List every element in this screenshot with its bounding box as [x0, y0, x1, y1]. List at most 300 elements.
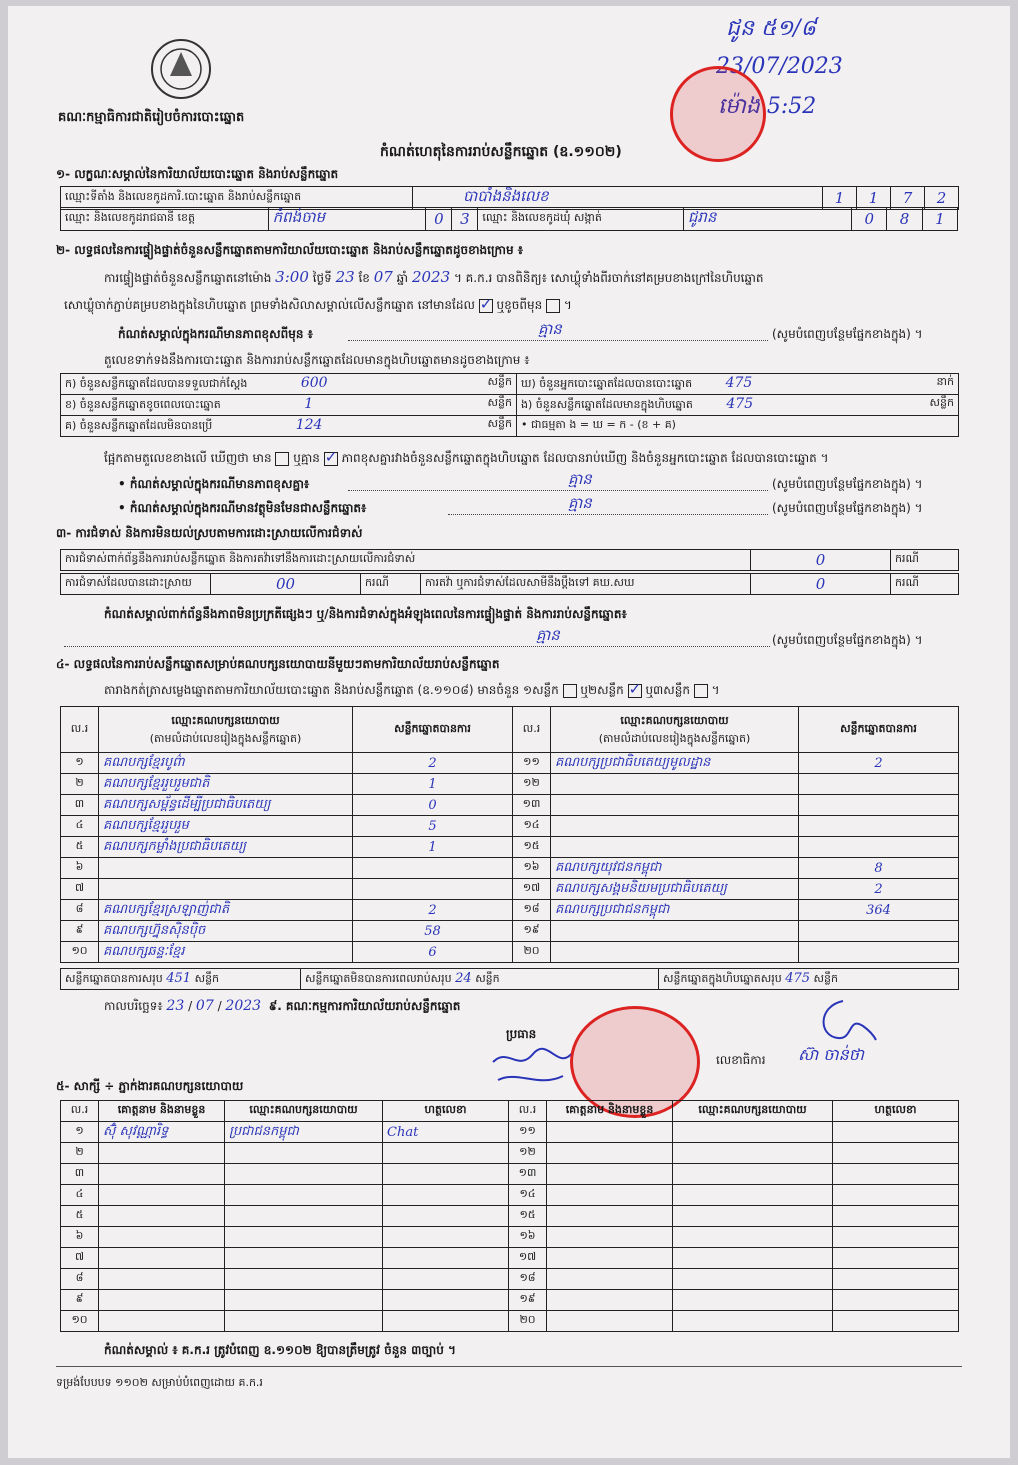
appeal-count: 0 [751, 574, 891, 595]
col-name: គោត្តនាម និងនាមខ្លួន [547, 1101, 673, 1122]
totals-row [60, 968, 959, 990]
party-name [99, 879, 353, 900]
text: សោឃ្លុំចាក់ភ្ជាប់គម្របខាងក្នុងនៃហិបឆ្នោត ព្រមទាំងសិលាសម្គាល់លើសន្លឹកឆ្នោត នៅមានដែល [64, 298, 475, 312]
code-digit: 1 [823, 187, 857, 210]
text: ឬ២សន្លឹក [580, 683, 624, 697]
form-code: ទម្រង់បែបបទ ១១០២ សម្រាប់បំពេញដោយ គ.ក.រ [56, 1376, 263, 1389]
witness-no: ៦ [61, 1227, 99, 1248]
unit: នាក់ [936, 375, 954, 388]
appeal-label: ការតវ៉ា ឬការជំទាស់ដែលសាមីនឹងប្តឹងទៅ គឃ.សឃ [421, 574, 751, 595]
witness-name [547, 1122, 673, 1143]
party-name [551, 774, 799, 795]
commune-code-digit: 1 [922, 208, 957, 231]
witness-name [547, 1311, 673, 1332]
party-no: ២០ [513, 942, 551, 963]
text: កាលបរិច្ឆេទ៖ [104, 999, 163, 1013]
witness-name [547, 1143, 673, 1164]
col-party [99, 707, 353, 753]
code-digit: 2 [925, 187, 959, 210]
complaints-table-row2 [60, 573, 959, 595]
text: ឈ្មោះគណបក្សនយោបាយ [620, 713, 729, 727]
table-row [61, 1143, 959, 1164]
signing-date: កាលបរិច្ឆេទ៖ 23 / 07 / 2023 ៩. គណៈកម្មការការិយាល័យរាប់សន្លឹកឆ្នោត [104, 998, 461, 1014]
witness-no: ៣ [61, 1164, 99, 1185]
col-signature: ហត្ថលេខា [383, 1101, 509, 1122]
witness-party [673, 1227, 833, 1248]
witness-name: ស៊ុំ សុវណ្ណារិទ្ធ [99, 1122, 225, 1143]
section1-heading: ១- លក្ខណៈសម្គាល់នៃការិយាល័យបោះឆ្នោត និងរាប់សន្លឹកឆ្នោត [56, 167, 339, 181]
irregularity-note: កំណត់សម្គាល់ពាក់ព័ន្ធនឹងភាពមិនប្រក្រតីផ្សេងៗ ឬ/និងការជំទាស់ក្នុងអំឡុងពេលនៃការផ្ទៀងផ្ទាត់ និងការរាប់សន្លឹកឆ្នោត៖ [104, 607, 627, 621]
witness-no: ១៨ [509, 1269, 547, 1290]
party-votes: 8 [799, 858, 959, 879]
party-name: គណបក្សខ្មែររួបរួម [99, 816, 353, 837]
witness-no: ១៧ [509, 1248, 547, 1269]
count-cell [517, 395, 959, 416]
table-row [61, 816, 959, 837]
witness-signature[interactable] [833, 1206, 959, 1227]
ballot-count-table [60, 373, 959, 437]
witness-party [673, 1164, 833, 1185]
commune-label: ឈ្មោះ និងលេខកូដឃុំ សង្កាត់ [478, 208, 684, 231]
text: សន្លឹកឆ្នោតមិនបានការពេលរាប់សរុប [305, 971, 452, 985]
province-code-digit: 3 [452, 208, 478, 231]
nec-emblem-icon [148, 36, 214, 102]
unit: ករណី [891, 574, 959, 595]
witness-signature[interactable] [833, 1269, 959, 1290]
party-votes: 1 [353, 774, 513, 795]
party-votes [799, 837, 959, 858]
text: តារាងកត់ត្រាសម្លេងឆ្នោតតាមការិយាល័យបោះឆ្នោត និងរាប់សន្លឹកឆ្នោត (ឧ.១១០៨) មានចំនួន ១សន្លឹក [104, 683, 559, 697]
count-cell [517, 374, 959, 395]
table-row [61, 1290, 959, 1311]
party-name [551, 921, 799, 942]
text: ខែ [358, 271, 370, 285]
witness-signature[interactable]: Chat [383, 1122, 509, 1143]
count-value: 600 [300, 375, 328, 391]
party-votes: 364 [799, 900, 959, 921]
bullet-difference-value: គ្មាន [568, 470, 592, 488]
total-invalid-value: 24 [455, 970, 472, 986]
text: ឆ្នាំ [396, 271, 409, 285]
witness-no: ១៩ [509, 1290, 547, 1311]
party-no: ១ [61, 753, 99, 774]
witness-name [547, 1269, 673, 1290]
verify-month: 07 [373, 268, 393, 286]
party-votes: 58 [353, 921, 513, 942]
chair-signature-icon [488, 1042, 578, 1092]
party-votes: 1 [353, 837, 513, 858]
receipt-note: ជូន ៥១/៨ [726, 16, 817, 41]
party-votes [799, 942, 959, 963]
col-no: ល.រ [509, 1101, 547, 1122]
witness-signature[interactable] [383, 1311, 509, 1332]
party-votes: 2 [353, 900, 513, 921]
dotted-line [448, 514, 768, 515]
witness-party [225, 1248, 383, 1269]
seal-paragraph: សោឃ្លុំចាក់ភ្ជាប់គម្របខាងក្នុងនៃហិបឆ្នោត ព្រមទាំងសិលាសម្គាល់លើសន្លឹកឆ្នោត នៅមានដែល ✓ ឬខូចពីមុន ។ [64, 297, 572, 315]
witness-name [99, 1164, 225, 1185]
text: ឈ្មោះគណបក្សនយោបាយ [171, 713, 280, 727]
witness-name [99, 1248, 225, 1269]
unit: សន្លឹក [487, 375, 512, 388]
bullet-foreign-objects: • កំណត់សម្គាល់ក្នុងករណីមានវត្ថុមិនមែនជាសន្លឹកឆ្នោត៖ [118, 501, 367, 515]
witness-no: ១២ [509, 1143, 547, 1164]
date-month: 07 [195, 998, 214, 1014]
text: ឬគ្មាន [293, 451, 320, 465]
text: ៩. គណៈកម្មការការិយាល័យរាប់សន្លឹកឆ្នោត [268, 999, 461, 1013]
party-no: ១៨ [513, 900, 551, 921]
party-votes [799, 774, 959, 795]
sheet-count: តារាងកត់ត្រាសម្លេងឆ្នោតតាមការិយាល័យបោះឆ្នោត និងរាប់សន្លឹកឆ្នោត (ឧ.១១០៨) មានចំនួន ១សន្លឹក ឬ២សន្លឹក ✓ ឬ៣សន្លឹក ។ [104, 682, 720, 700]
party-name: គណបក្សហ្វ៊ុនស៊ិនប៉ិច [99, 921, 353, 942]
fill-hint: (សូមបំពេញបន្ថែមផ្នែកខាងក្នុង) ។ [772, 327, 923, 341]
count-label: ខ) ចំនួនសន្លឹកឆ្នោតខូចពេលបោះឆ្នោត [65, 398, 221, 411]
party-votes [799, 921, 959, 942]
committee-name: គណៈកម្មាធិការជាតិរៀបចំការបោះឆ្នោត [58, 110, 245, 125]
party-name: គណបក្សសង្គមនិយមប្រជាធិបតេយ្យ [551, 879, 799, 900]
date-year: 2023 [225, 998, 262, 1014]
table-row [61, 753, 959, 774]
witness-name [99, 1143, 225, 1164]
section5-heading: ៥- សាក្សី ÷ ភ្នាក់ងារគណបក្សនយោបាយ [56, 1079, 244, 1093]
unit: សន្លឹក [487, 417, 512, 430]
complaints-table [60, 549, 959, 571]
col-party [551, 707, 799, 753]
party-no: ១៩ [513, 921, 551, 942]
witness-no: ២០ [509, 1311, 547, 1332]
section1-table-row2 [60, 207, 958, 231]
table-row [61, 1269, 959, 1290]
difference-note-label: កំណត់សម្គាល់ក្នុងករណីមានភាពខុសពីមុន ៖ [118, 327, 313, 341]
text: សន្លឹកឆ្នោតបានការសរុប [65, 971, 163, 985]
witness-no: ២ [61, 1143, 99, 1164]
table-row [61, 1122, 959, 1143]
fill-hint: (សូមបំពេញបន្ថែមផ្នែកខាងក្នុង) ។ [772, 477, 923, 491]
unit: សន្លឹក [813, 971, 838, 985]
party-no: ៨ [61, 900, 99, 921]
col-votes: សន្លឹកឆ្នោតបានការ [799, 707, 959, 753]
col-no: ល.រ [61, 1101, 99, 1122]
party-no: ១០ [61, 942, 99, 963]
witness-no: ១៦ [509, 1227, 547, 1248]
bullet-difference: • កំណត់សម្គាល់ក្នុងករណីមានភាពខុសគ្នា៖ [118, 477, 310, 491]
witness-signature[interactable] [383, 1269, 509, 1290]
witness-party [225, 1206, 383, 1227]
witness-party [225, 1143, 383, 1164]
witness-signature[interactable] [833, 1143, 959, 1164]
receipt-date: 23/07/2023 [716, 54, 843, 79]
code-digit: 7 [891, 187, 925, 210]
witness-party [225, 1311, 383, 1332]
party-no: ១៥ [513, 837, 551, 858]
complaint-count: 0 [751, 550, 891, 571]
count-label: គ) ចំនួនសន្លឹកឆ្នោតដែលមិនបានប្រើ [65, 419, 213, 432]
irregularity-value: គ្មាន [536, 626, 560, 644]
party-no: ៩ [61, 921, 99, 942]
no-difference-checkbox[interactable] [324, 452, 338, 466]
witness-party [225, 1164, 383, 1185]
count-label: ក) ចំនួនសន្លឹកឆ្នោតដែលបានទទួលជាក់ស្តែង [65, 377, 248, 390]
table-row [61, 1227, 959, 1248]
witness-signature[interactable] [833, 1248, 959, 1269]
party-votes: 2 [799, 879, 959, 900]
witness-signature[interactable] [833, 1164, 959, 1185]
verify-year: 2023 [411, 268, 451, 286]
table-row [61, 837, 959, 858]
witness-no: ១៤ [509, 1185, 547, 1206]
table-row [61, 942, 959, 963]
bullet-foreign-value: គ្មាន [568, 494, 592, 512]
col-name: គោត្តនាម និងនាមខ្លួន [99, 1101, 225, 1122]
party-name: គណបក្សខ្មែរបូព៌ា [99, 753, 353, 774]
party-votes: 5 [353, 816, 513, 837]
witness-name [99, 1185, 225, 1206]
party-name [551, 837, 799, 858]
table-row [61, 921, 959, 942]
witness-signature[interactable] [383, 1206, 509, 1227]
table-row [61, 900, 959, 921]
party-votes: 2 [799, 753, 959, 774]
one-sheet-checkbox[interactable] [563, 684, 577, 698]
text: ។ គ.ក.រ បានពិនិត្យ៖ សោឃ្លុំទាំងពីរចាក់នៅគម្របខាងក្រៅនៃហិបឆ្នោត [453, 271, 764, 285]
commune-value: ជូរាន [683, 208, 851, 231]
total-invalid [301, 969, 659, 990]
commune-code-digit: 8 [887, 208, 922, 231]
count-value: 1 [304, 396, 314, 412]
total-valid [61, 969, 301, 990]
form-title: កំណត់ហេតុនៃការរាប់សន្លឹកឆ្នោត (ឧ.១១០២) [380, 144, 622, 160]
table-row [61, 1311, 959, 1332]
unit: សន្លឹក [929, 396, 954, 409]
unit: សន្លឹក [475, 971, 500, 985]
witness-party [673, 1122, 833, 1143]
text: ផ្អែកតាមតួលេខខាងលើ ឃើញថា មាន [104, 451, 272, 465]
table-row [61, 1206, 959, 1227]
unit: សន្លឹក [194, 971, 220, 985]
unit: ករណី [361, 574, 421, 595]
witness-party [673, 1143, 833, 1164]
party-no: ៣ [61, 795, 99, 816]
resolved-count: 00 [211, 574, 361, 595]
witness-signature[interactable] [383, 1227, 509, 1248]
witness-name [547, 1164, 673, 1185]
has-difference-checkbox[interactable] [275, 452, 289, 466]
dotted-line [64, 646, 770, 647]
dotted-line [348, 490, 768, 491]
text: (តាមលំដាប់លេខរៀងក្នុងសន្លឹកឆ្នោត) [598, 731, 751, 745]
party-votes: 6 [353, 942, 513, 963]
witness-name [547, 1185, 673, 1206]
party-name: គណបក្សកម្លាំងប្រជាធិបតេយ្យ [99, 837, 353, 858]
witness-party [673, 1206, 833, 1227]
party-name: គណបក្សប្រជាជនកម្ពុជា [551, 900, 799, 921]
witness-party [673, 1311, 833, 1332]
party-votes [799, 816, 959, 837]
table-row [61, 1248, 959, 1269]
party-votes [799, 795, 959, 816]
secretary-signature-icon [808, 996, 878, 1046]
witness-signature[interactable] [383, 1248, 509, 1269]
complaint-label: ការជំទាស់ពាក់ព័ន្ធនឹងការរាប់សន្លឹកឆ្នោត និងការតវ៉ាទៅនឹងការដោះស្រាយលើការជំទាស់ [61, 550, 751, 571]
witness-no: ៤ [61, 1185, 99, 1206]
total-valid-value: 451 [166, 970, 192, 986]
witness-name [547, 1206, 673, 1227]
witness-name [99, 1290, 225, 1311]
witness-signature[interactable] [833, 1185, 959, 1206]
witness-name [99, 1227, 225, 1248]
col-party: ឈ្មោះគណបក្សនយោបាយ [225, 1101, 383, 1122]
count-value: 475 [725, 375, 753, 391]
text: ភាពខុសគ្នារវាងចំនួនសន្លឹកឆ្នោតក្នុងហិបឆ្នោត ដែលបានរាប់ឃើញ និងចំនួនអ្នកបោះឆ្នោត ដែលបានបោះឆ្នោត ។ [341, 451, 829, 465]
table-row [61, 879, 959, 900]
witness-party: ប្រជាជនកម្ពុជា [225, 1122, 383, 1143]
verify-day: 23 [335, 268, 355, 286]
party-name: គណបក្សឆន្ទៈខ្មែរ [99, 942, 353, 963]
witness-no: ៧ [61, 1248, 99, 1269]
text: ថ្ងៃទី [312, 271, 332, 285]
party-votes: 2 [353, 753, 513, 774]
witness-name [99, 1206, 225, 1227]
witness-no: ១០ [61, 1311, 99, 1332]
witness-no: ១ [61, 1122, 99, 1143]
witness-no: ១៥ [509, 1206, 547, 1227]
witness-party [225, 1269, 383, 1290]
text: ឬ៣សន្លឹក [645, 683, 690, 697]
witness-name [547, 1227, 673, 1248]
witness-no: ១១ [509, 1122, 547, 1143]
witness-no: ៥ [61, 1206, 99, 1227]
party-results-table [60, 706, 959, 963]
party-no: ១៧ [513, 879, 551, 900]
code-digit: 1 [857, 187, 891, 210]
secretary-name: ស៊ា ចាន់ថា [798, 1045, 865, 1064]
party-name [551, 942, 799, 963]
party-no: ១៣ [513, 795, 551, 816]
witness-signature[interactable] [833, 1311, 959, 1332]
party-no: ១១ [513, 753, 551, 774]
col-no: ល.រ [61, 707, 99, 753]
party-name: គណបក្សយុវជនកម្ពុជា [551, 858, 799, 879]
difference-check [104, 450, 829, 468]
party-name: គណបក្សប្រជាធិបតេយ្យមូលដ្ឋាន [551, 753, 799, 774]
witness-name [99, 1311, 225, 1332]
count-label: ង) ចំនួនសន្លឹកឆ្នោតដែលមានក្នុងហិបឆ្នោត [521, 398, 693, 411]
witness-signature[interactable] [383, 1164, 509, 1185]
party-no: ៦ [61, 858, 99, 879]
witness-signature[interactable] [383, 1290, 509, 1311]
party-name [551, 795, 799, 816]
total-box-value: 475 [785, 970, 811, 986]
count-value: 475 [726, 396, 754, 412]
intact-checkbox[interactable] [479, 299, 493, 313]
col-votes: សន្លឹកឆ្នោតបានការ [353, 707, 513, 753]
party-name: គណបក្សខ្មែរស្រឡាញ់ជាតិ [99, 900, 353, 921]
party-votes: 0 [353, 795, 513, 816]
party-no: ១២ [513, 774, 551, 795]
section3-heading: ៣- ការជំទាស់ និងការមិនយល់ស្របតាមការដោះស្រាយលើការជំទាស់ [56, 526, 363, 540]
commune-code-digit: 0 [852, 208, 887, 231]
witness-no: ៨ [61, 1269, 99, 1290]
resolved-label: ការជំទាស់ដែលបានដោះស្រាយ [61, 574, 211, 595]
witness-signature[interactable] [833, 1290, 959, 1311]
footer-note: កំណត់សម្គាល់ ៖ គ.ក.រ ត្រូវបំពេញ ឧ.១១០២ ឱ្យបានត្រឹមត្រូវ ចំនួន ៣ច្បាប់ ។ [104, 1343, 456, 1357]
col-party: ឈ្មោះគណបក្សនយោបាយ [673, 1101, 833, 1122]
location-label: ឈ្មោះទីតាំង និងលេខកូដការិ.បោះឆ្នោត និងរាប់សន្លឹកឆ្នោត [61, 187, 413, 210]
location-value: បាបាំងនិងលេខ [413, 187, 823, 210]
party-name: គណបក្សសម្ព័ន្ធដើម្បីប្រជាធិបតេយ្យ [99, 795, 353, 816]
count-intro: តួលេខទាក់ទងនឹងការបោះឆ្នោត និងការរាប់សន្លឹកឆ្នោតដែលមានក្នុងហិបឆ្នោតមានដូចខាងក្រោម ៖ [104, 353, 530, 367]
party-name: គណបក្សខ្មែររួបរួមជាតិ [99, 774, 353, 795]
witness-party [225, 1185, 383, 1206]
witness-no: ១៣ [509, 1164, 547, 1185]
province-label: ឈ្មោះ និងលេខកូដរាជធានី ខេត្ត [61, 208, 269, 231]
verify-time: 3:00 [275, 268, 309, 286]
damaged-checkbox[interactable] [546, 299, 560, 313]
party-votes [353, 858, 513, 879]
party-no: ២ [61, 774, 99, 795]
count-value: 124 [295, 417, 323, 433]
receipt-time: ម៉ោង 5:52 [718, 94, 817, 119]
unit: ករណី [891, 550, 959, 571]
section4-heading: ៤- លទ្ធផលនៃការរាប់សន្លឹកឆ្នោតសម្រាប់គណបក្សនយោបាយនីមួយៗតាមការិយាល័យរាប់សន្លឹកឆ្នោត [56, 657, 500, 671]
verification-paragraph [104, 268, 764, 288]
party-no: ១៤ [513, 816, 551, 837]
witness-table [60, 1100, 959, 1332]
table-row [61, 774, 959, 795]
fill-hint: (សូមបំពេញបន្ថែមផ្នែកខាងក្នុង) ។ [772, 501, 923, 515]
section2-heading: ២- លទ្ធផលនៃការផ្ទៀងផ្ទាត់ចំនួនសន្លឹកឆ្នោតតាមការិយាល័យបោះឆ្នោត និងរាប់សន្លឹកឆ្នោតដូចខាងក្រោម ៖ [56, 243, 524, 257]
col-no: ល.រ [513, 707, 551, 753]
count-cell [61, 416, 517, 437]
party-votes [353, 879, 513, 900]
two-sheet-checkbox[interactable] [628, 684, 642, 698]
witness-signature[interactable] [833, 1122, 959, 1143]
witness-signature[interactable] [383, 1143, 509, 1164]
party-no: ១៦ [513, 858, 551, 879]
count-label: ឃ) ចំនួនអ្នកបោះឆ្នោតដែលបានបោះឆ្នោត [521, 377, 693, 390]
witness-name [99, 1269, 225, 1290]
unit: សន្លឹក [487, 396, 512, 409]
three-sheet-checkbox[interactable] [694, 684, 708, 698]
table-row [61, 795, 959, 816]
text: ការផ្ទៀងផ្ទាត់ចំនួនសន្លឹកឆ្នោតនៅម៉ោង [104, 271, 272, 285]
province-code-digit: 0 [426, 208, 452, 231]
party-no: ៥ [61, 837, 99, 858]
witness-name [547, 1290, 673, 1311]
table-row [61, 1185, 959, 1206]
witness-no: ៩ [61, 1290, 99, 1311]
text: សន្លឹកឆ្នោតក្នុងហិបឆ្នោតសរុប [663, 971, 782, 985]
party-name [99, 858, 353, 879]
count-cell [61, 374, 517, 395]
col-signature: ហត្ថលេខា [833, 1101, 959, 1122]
witness-party [673, 1248, 833, 1269]
witness-party [673, 1290, 833, 1311]
province-value: កំពង់ចាម [268, 208, 426, 231]
document-page [8, 6, 1010, 1458]
party-name [551, 816, 799, 837]
witness-signature[interactable] [833, 1227, 959, 1248]
fill-hint: (សូមបំពេញបន្ថែមផ្នែកខាងក្នុង) ។ [772, 633, 923, 647]
witness-signature[interactable] [383, 1185, 509, 1206]
text: (តាមលំដាប់លេខរៀងក្នុងសន្លឹកឆ្នោត) [149, 731, 302, 745]
chair-label: ប្រធាន [506, 1027, 537, 1041]
witness-party [225, 1227, 383, 1248]
witness-party [673, 1269, 833, 1290]
total-box [659, 969, 959, 990]
count-cell [61, 395, 517, 416]
party-no: ៧ [61, 879, 99, 900]
